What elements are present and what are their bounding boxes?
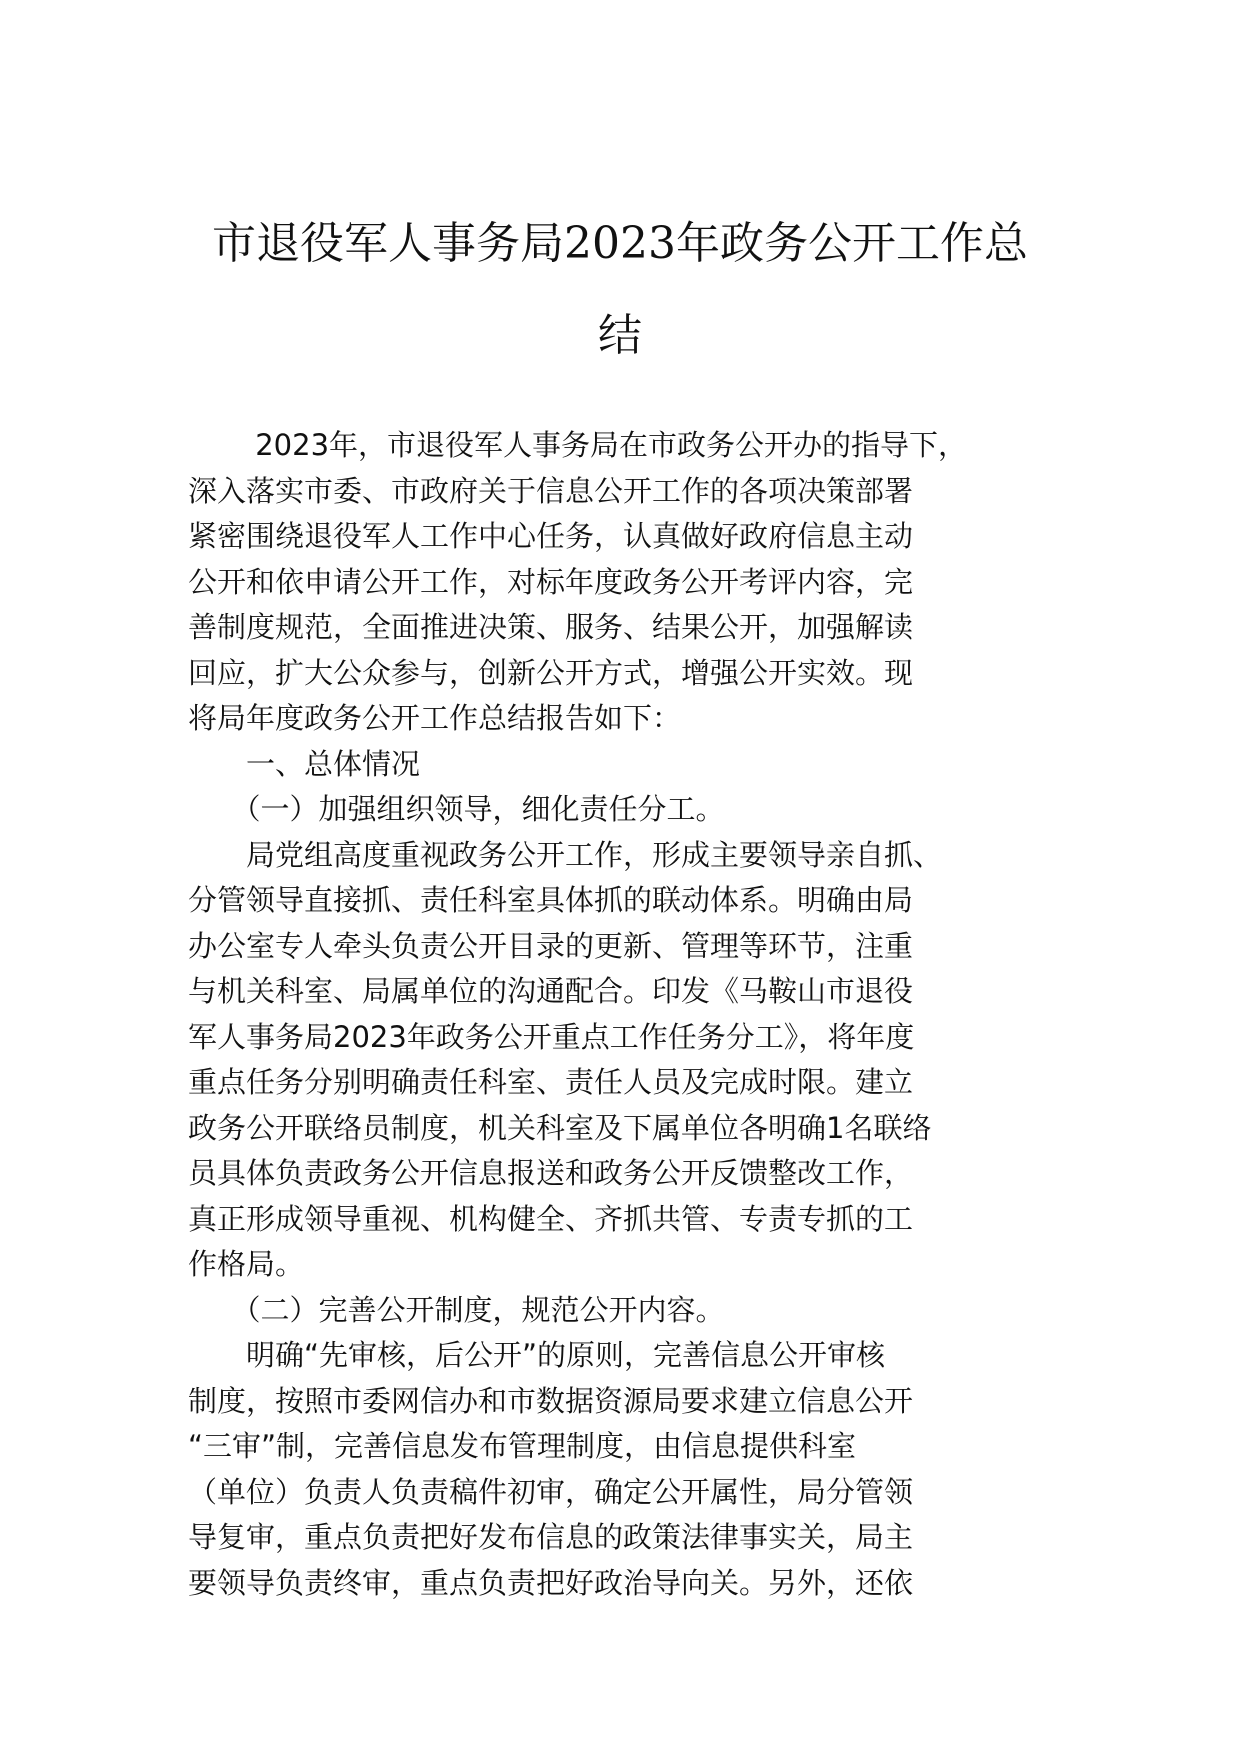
body-line: 局党组高度重视政务公开工作，形成主要领导亲自抓、 — [188, 837, 943, 872]
body-line: 导复审，重点负责把好发布信息的政策法律事实关，局主 — [188, 1520, 914, 1554]
body-line: 公开和依申请公开工作，对标年度政务公开考评内容，完 — [188, 564, 914, 599]
body-line: 将局年度政务公开工作总结报告如下： — [188, 701, 682, 735]
body-line: 与机关科室、局属单位的沟通配合。印发《马鞍山市退役 — [188, 974, 914, 1008]
body-line: 作格局。 — [188, 1247, 305, 1281]
body-line: 军人事务局2023年政务公开重点工作任务分工》，将年度 — [188, 1019, 915, 1054]
body-line: （一）加强组织领导，细化责任分工。 — [188, 792, 725, 826]
body-line: 回应，扩大公众参与，创新公开方式，增强公开实效。现 — [188, 655, 914, 690]
body-line: 重点任务分别明确责任科室、责任人员及完成时限。建立 — [188, 1065, 914, 1099]
body-line: 要领导负责终审，重点负责把好政治导向关。另外，还依 — [188, 1565, 914, 1600]
body-line: 善制度规范，全面推进决策、服务、结果公开，加强解读 — [188, 610, 914, 644]
document-title-line-1: 市退役军人事务局2023年政务公开工作总 — [212, 218, 1028, 269]
document-body — [188, 423, 1068, 1606]
body-line: （单位）负责人负责稿件初审，确定公开属性，局分管领 — [188, 1474, 914, 1509]
body-line: 制度，按照市委网信办和市数据资源局要求建立信息公开 — [188, 1383, 914, 1418]
body-line: 分管领导直接抓、责任科室具体抓的联动体系。明确由局 — [188, 883, 914, 917]
body-line: 员具体负责政务公开信息报送和政务公开反馈整改工作， — [188, 1156, 914, 1190]
body-line: 政务公开联络员制度，机关科室及下属单位各明确1名联络 — [188, 1110, 932, 1145]
body-line: 明确“先审核，后公开”的原则，完善信息公开审核 — [188, 1338, 886, 1372]
body-line: 一、总体情况 — [188, 746, 421, 781]
body-line: 2023年，市退役军人事务局在市政务公开办的指导下， — [188, 428, 968, 462]
body-line: （二）完善公开制度，规范公开内容。 — [188, 1292, 725, 1327]
body-line: 紧密围绕退役军人工作中心任务，认真做好政府信息主动 — [188, 519, 914, 553]
document-title-line-2: 结 — [598, 310, 642, 361]
body-line: 办公室专人牵头负责公开目录的更新、管理等环节，注重 — [188, 928, 914, 963]
body-line: 真正形成领导重视、机构健全、齐抓共管、专责专抓的工 — [188, 1201, 914, 1236]
body-line: 深入落实市委、市政府关于信息公开工作的各项决策部署 — [188, 473, 914, 508]
body-line: “三审”制，完善信息发布管理制度，由信息提供科室 — [188, 1429, 857, 1463]
